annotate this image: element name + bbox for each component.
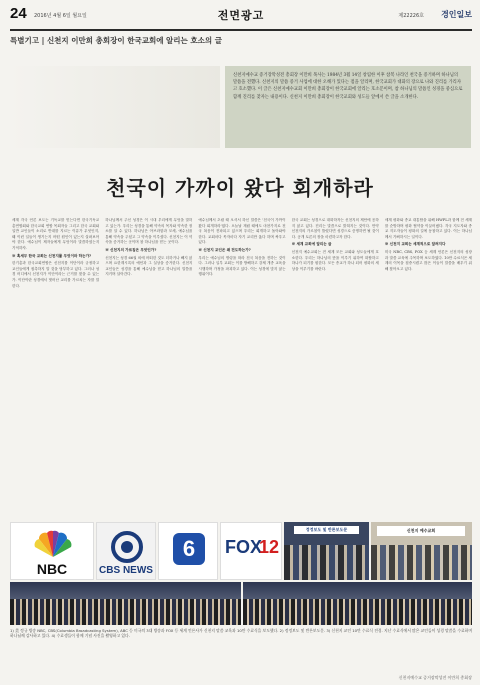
fox-logo-photo: [220, 522, 282, 580]
cbs-label: CBS NEWS: [99, 565, 153, 576]
fox-number: 12: [259, 537, 280, 557]
article-column: [292, 218, 379, 516]
column-text: 예수님께서 초림 때 오셔서 하신 말씀은 '천국이 가까이 왔다 회개하라'였다. 오늘날 재림 때에도 마찬가지로 천국 복음이 전파되고 있으며 우리는 회개하고 돌아와야 한다. 교회마다 목자마다 자기 교리만 옳다 하며 싸우고 있다.: [198, 218, 286, 245]
column-subheading: ※ 신천지 교회는 세계적으로 알려지다: [384, 242, 446, 247]
channel6-badge: 6: [173, 533, 205, 565]
photo-grid: [10, 522, 472, 625]
column-subheading: ※ 세계 교회에 알리는 글: [291, 242, 332, 247]
column-text: 신천지는 성경 66권 외에 어떠한 것도 더하거나 빼지 않으며 요한계시록의 예언과 그 실상을 증거한다. 신천지 교인들은 성경을 통해 예수님을 믿고 하나님의 말씀을 지키며 살아간다.: [105, 255, 193, 277]
people-silhouettes: [371, 545, 472, 580]
column-subheading: ※ 신천지 교인은 왜 전도하는가?: [198, 247, 251, 252]
page-number: 24: [10, 5, 27, 22]
booth-photo: [284, 522, 369, 580]
crowd-banner: 신천지 예수교회: [377, 526, 465, 536]
column-text: 세계 각국 언론 보도는 기독교를 믿는다면 한국기독교 총연합회와 한국교회 연합 목회자들 그리고 한국 교회와 일반 교인들이 소리로 반대를 지르는 이유가 무엇인지, 왜 이런 일들이 생기는지 어떤 원인이 있는지 살펴보아야 한다. 예수님이 제자들에게 무엇이라 말씀하셨는지 기억하자.: [12, 218, 100, 250]
nbc-peacock-icon: [33, 529, 73, 559]
column-text: 우리는 예수님의 명령을 따라 천국 복음을 전하는 것이다. 그러나 일부 교회는 이를 방해하고 강제 개종 교육을 시행하며 가정을 파괴하고 있다. 이는 성경에 맞지 않는 행위이다.: [198, 255, 286, 277]
intro-text: 신천지예수교 증거장막성전 총회장 이만희 목사는 1984년 3월 14일 창립한 이후 참복 나라인 천국을 증거하며 하나님의 말씀을 전했다. 신천지의 말씀 증거 사업에 대한 오해가 있다는 점을 알리며, 한국교회가 대화의 장으로 나와 진리를 가리자고 호소했다. 이 글은 신천지예수교회 이만희 총회장이 한국교회에 알리는 호소문이며, 참 하나님의 말씀인 성경을 중심으로 함께 진리를 찾자는 내용이다. 신천지 이만희 총회장이 한국교회와 성도들 앞에서 쓴 글을 소개한다.: [233, 73, 463, 100]
page-header: [10, 4, 472, 30]
intro-box: [225, 66, 471, 148]
newspaper-brand: 경인일보: [441, 10, 472, 19]
column-text: 하나님께서 주신 성경은 이 시대 우리에게 무엇을 말하고 있는가. 우리는 성경을 통해 약속의 목자와 약속한 장소를 알 수 있다. 하나님은 아브라함과 모세, 예수님을 통해 약속을 주셨고 그 약속을 이루셨다. 신천지는 이 약속을 증거하는 곳이며 참 하나님을 믿는 곳이다.: [105, 218, 193, 245]
graduation-photo-left: [10, 582, 241, 625]
stage-area: [243, 582, 472, 599]
article-column: [105, 218, 192, 516]
graduation-photo-right: [243, 582, 472, 625]
article-column: [385, 218, 472, 516]
column-subheading: ※ 혹세무 한국 교회는 신천지를 무엇이라 하는가?: [12, 253, 92, 258]
nbc-logo-photo: [10, 522, 94, 580]
article-column: [12, 218, 99, 516]
header-rule: [10, 29, 472, 31]
column-subheading: ※ 신천지의 가르침은 무엇인가?: [105, 247, 157, 252]
crowd-photo: [371, 522, 472, 580]
main-title: 천국이 가까이 왔다 회개하라: [106, 176, 374, 200]
article-column: [198, 218, 285, 516]
section-title: 전면광고: [217, 9, 265, 22]
column-text: 한기총과 한국교회연합은 신천지를 이단이라 규정하고 교인들에게 접촉하지 말 것을 당부하고 있다. 그러나 성경 어디에서 신천지가 이단이라는 근거를 찾을 수 있는가. 이단이란 성경에서 벗어난 교리를 가르치는 자를 말한다.: [12, 261, 100, 288]
fox-label: FOX: [225, 537, 263, 557]
column-text: 신천지 예수교회는 전 세계 모든 교회와 성도들에게 호소한다. 우리는 하나님의 뜻을 이루기 위하여 화합하고 하나가 되기를 원한다. 모든 종교가 하나 되어 평화의 세상을 이루기를 바란다.: [291, 249, 379, 271]
stage-area: [10, 582, 241, 599]
article-credit: 신천지예수교 증거장막성전 이만희 총회장: [398, 675, 472, 680]
article-headline: 특별기고 | 신천지 이만희 총회장이 한국교회에 알리는 호소의 글: [10, 36, 222, 45]
article-body: [12, 218, 472, 516]
cbs-eye-icon: [111, 531, 143, 563]
audience-rows: [243, 599, 472, 625]
hero-decoration: [10, 66, 220, 148]
issue-number: 제22226호: [398, 13, 424, 19]
cbs-logo-photo: [96, 522, 156, 580]
column-text: 미국 NBC, CBS, FOX 등 세계 언론은 신천지의 성장과 말씀 교육에 주목하며 보도하였다. 10만 수료식은 세계의 이목을 집중시켰고 많은 이들이 말씀을 배우기 위해 찾아오고 있다.: [384, 249, 473, 271]
booth-sign: 정정보도 및 반론보도문: [294, 526, 359, 534]
column-text: 세계 평화와 종교 대통합을 위해 HWPL과 함께 전 세계를 순방하며 평화 협약을 이끌어냈다. 각국 지도자와 종교 지도자들이 평화의 길에 동참하고 있다. 이는 하나님께서 기뻐하시는 일이다.: [384, 218, 473, 239]
photo-caption: 1) 美 정규 방송 NBC, CBS(Columbia Broadcasting System), ABC 등 미국의 3대 방송과 FOX 등 세계 언론사가 신천지 말씀 교육과 10만 수료식을 보도했다. 2) 정정보도 및 반론보도문. 3) 신천지 교인 10만 수료식 전경. 지난 수료식에서 많은 교인들이 성경 말씀을 수료하며 하나님께 감사하고 있다. 4) 수료생들이 함께 기념 사진을 촬영하고 있다.: [10, 628, 472, 639]
column-text: 한국 교회는 성경으로 대화하자는 신천지의 제안에 응하지 않고 있다. 진리는 말씀으로 밝혀지는 것이다. 만약 신천지의 가르침이 틀렸다면 성경으로 증명하면 될 것이다. 공개 토론의 장을 마련하고자 한다.: [291, 218, 379, 239]
channel6-logo-photo: [158, 522, 218, 580]
people-silhouettes: [284, 545, 369, 580]
nbc-label: NBC: [36, 561, 68, 577]
audience-rows: [10, 599, 241, 625]
publication-date: 2016년 4월 6일 월요일: [34, 13, 87, 19]
